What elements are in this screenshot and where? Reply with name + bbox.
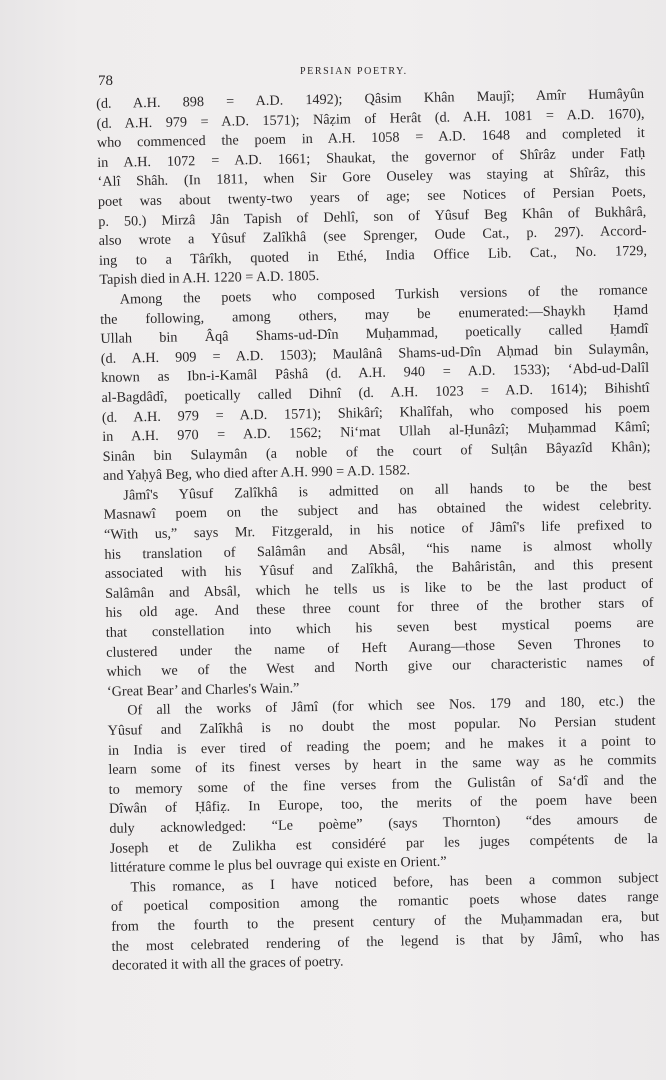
text-line: Masnawî poem on the subject and has obtained the widest celebrity.: [103, 497, 652, 524]
text-line: in A.H. 970 = A.D. 1562; Ni‘mat Ullah al-Ḥunâzî; Muḥammad Kâmî;: [102, 418, 651, 446]
text-line: Salâmân and Absâl, which he tells us is like to be the last product of: [104, 575, 654, 602]
text-line: littérature comme le plus bel ouvrage qui existe en Orient.”: [110, 853, 447, 877]
text-line: associated with his Yûsuf and Zalîkhâ, the Bahâristân, and this present: [104, 556, 653, 583]
text-line: decorated it with all the graces of poetry.: [111, 953, 344, 974]
text-line: his old age. And these three count for three of the brother stars of: [105, 595, 654, 622]
text-line: ‘Alî Shâh. (In 1811, when Sir Gore Ouseley was staying at Shîrâz, this: [97, 164, 646, 191]
text-line: the most celebrated rendering of the legend is that by Jâmî, who has: [111, 928, 660, 955]
text-line: that constellation into which his seven best mystical poems are: [105, 614, 654, 641]
paragraph: [96, 85, 647, 291]
text-line: duly acknowledged: “Le poème” (says Thornton) “des amours de: [109, 810, 658, 837]
text-line: (d. A.H. 979 = A.D. 1571); Nâẓim of Herât (d. A.H. 1081 = A.D. 1670),: [96, 105, 645, 132]
text-line: p. 50.) Mirzâ Jân Tapish of Dehlî, son of Yûsuf Beg Khân of Bukhârâ,: [98, 203, 647, 230]
paragraph: [107, 692, 658, 878]
text-line: Jâmî's Yûsuf Zalîkhâ is admitted on all hands to be the best: [123, 477, 652, 504]
text-line: Among the poets who composed Turkish versions of the romance: [119, 281, 648, 308]
text-line: Ullah bin Âqâ Shams-ud-Dîn Muḥammad, poetically called Ḥamdî: [100, 321, 649, 348]
text-line: in A.H. 1072 = A.D. 1661; Shaukat, the governor of Shîrâz under Fatḥ: [97, 144, 646, 171]
text-line: (d. A.H. 909 = A.D. 1503); Maulânâ Shams-ud-Dîn Aḥmad bin Sulaymân,: [100, 340, 649, 367]
text-line: to memory some of the fine verses from the Gulistân of Sa‘dî and the: [108, 771, 657, 798]
text-line: Joseph et de Zulikha est considéré par les juges compétents de la: [109, 830, 658, 857]
text-line: from the fourth to the present century of the Muḥammadan era, but: [111, 908, 660, 935]
text-line: “With us,” says Mr. Fitzgerald, in his notice of Jâmî's life prefixed to: [103, 516, 653, 543]
text-line: Yûsuf and Zalîkhâ is no doubt the most popular. No Persian student: [107, 712, 656, 739]
text-line: known as Ibn-i-Kamâl Pâshâ (d. A.H. 940 = A.D. 1533); ‘Abd-ud-Dalîl: [101, 360, 650, 387]
text-line: who commenced the poem in A.H. 1058 = A.D. 1648 and completed it: [96, 125, 645, 152]
text-line: the following, among others, may be enumerated:—Shaykh Ḥamd: [99, 301, 649, 328]
text-line: Sinân bin Sulaymân (a noble of the court of Sulṭân Bâyazîd Khân);: [102, 438, 651, 465]
text-line: ing to a Târîkh, quoted in Ethé, India Office Lib. Cat., No. 1729,: [98, 242, 648, 269]
text-line: (d. A.H. 898 = A.D. 1492); Qâsim Khân Maujî; Amîr Humâyûn: [96, 85, 645, 112]
text-line: which we of the West and North give our characteristic names of: [106, 654, 655, 681]
paragraph: [103, 477, 655, 703]
text-line: This romance, as I have noticed before, has been a common subject: [130, 869, 659, 896]
page-number: 78: [98, 73, 113, 89]
text-line: (d. A.H. 979 = A.D. 1571); Shikârî; Khalîfah, who composed his poem: [101, 399, 650, 426]
text-line: in India is ever tired of reading the poem; and he makes it a point to: [107, 732, 657, 759]
text-line: clustered under the name of Heft Aurang—those Seven Thrones to: [106, 634, 655, 661]
text-line: al-Bagdâdî, poetically called Dihnî (d. A.H. 1023 = A.D. 1614); Bihishtî: [101, 379, 650, 406]
text-line: his translation of Salâmân and Absâl, “his name is almost wholly: [104, 536, 653, 563]
text-line: Tapish died in A.H. 1220 = A.D. 1805.: [99, 268, 320, 289]
text-line: ‘Great Bear’ and Charles's Wain.”: [106, 680, 300, 700]
text-line: and Yaḥyâ Beg, who died after A.H. 990 = A.D. 1582.: [102, 462, 411, 485]
running-title: PERSIAN POETRY.: [300, 66, 408, 77]
text-line: Of all the works of Jâmî (for which see Nos. 179 and 180, etc.) the: [127, 693, 656, 719]
text-line: also wrote a Yûsuf Zalîkhâ (see Sprenger, Oude Cat., p. 297). Accord-: [98, 223, 647, 250]
text-line: poet was about twenty-two years of age; see Notices of Persian Poets,: [97, 183, 647, 210]
paragraph: [110, 869, 660, 977]
text-line: of poetical composition among the romantic poets whose dates range: [110, 889, 659, 916]
text-line: learn some of its finest verses by heart in the same way as he commits: [108, 752, 657, 779]
text-line: Dîwân of Ḥâfiẓ. In Europe, too, the merits of the poem have been: [108, 791, 658, 818]
paragraph: [100, 281, 651, 487]
text-column: [96, 85, 660, 977]
